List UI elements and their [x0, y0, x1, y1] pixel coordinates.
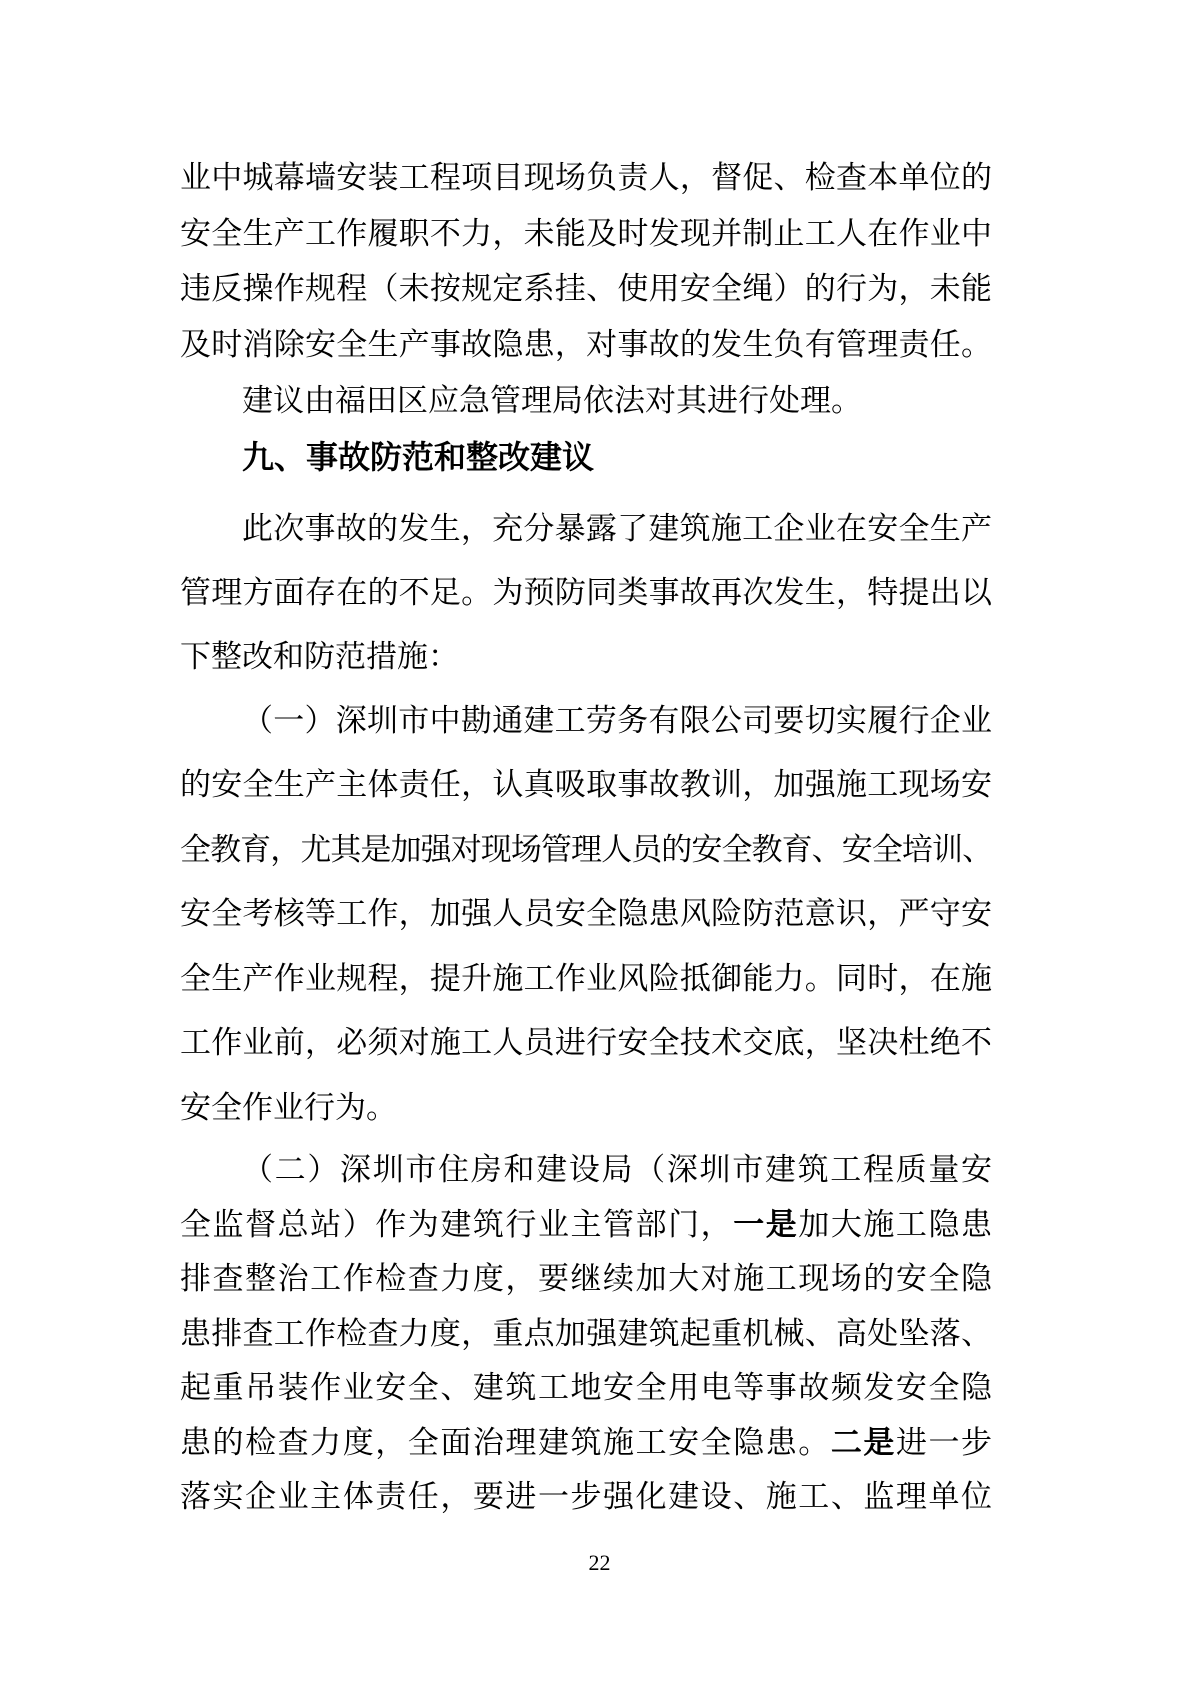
- text-segment: 全教育，尤其是加强对现场管理人员的安全教育、安全培训、: [180, 831, 992, 867]
- text-line: [180, 1416, 992, 1471]
- document-body: [180, 0, 992, 1525]
- text-segment: 九、事故防范和整改建议: [242, 437, 595, 476]
- text-line: [180, 625, 992, 689]
- text-segment: （一）深圳市中勘通建工劳务有限公司要切实履行企业: [242, 702, 992, 738]
- section-heading: [180, 429, 992, 485]
- text-segment: 违反操作规程（未按规定系挂、使用安全绳）的行为，未能: [180, 271, 992, 307]
- paragraph-responsibility: [180, 150, 992, 429]
- paragraph-measure-two: [180, 1143, 992, 1525]
- paragraph-measure-one: [180, 689, 992, 1141]
- text-line: [180, 1076, 992, 1141]
- text-line: [180, 1143, 992, 1198]
- text-segment: 及时消除安全生产事故隐患，对事故的发生负有管理责任。: [180, 327, 992, 363]
- text-segment: 起重吊装作业安全、建筑工地安全用电等事故频发安全隐: [180, 1370, 992, 1406]
- text-segment: 进一步: [895, 1424, 993, 1460]
- text-line: [180, 150, 992, 206]
- text-segment: 排查整治工作检查力度，要继续加大对施工现场的安全隐: [180, 1261, 992, 1297]
- text-segment: 下整改和防范措施：: [180, 638, 459, 674]
- text-line: [180, 317, 992, 373]
- text-line: [180, 1252, 992, 1307]
- text-segment: 建议由福田区应急管理局依法对其进行处理。: [242, 382, 862, 418]
- text-segment: （二）深圳市住房和建设局（深圳市建筑工程质量安: [242, 1152, 992, 1188]
- text-line: [180, 1198, 992, 1253]
- text-segment: 安全生产工作履职不力，未能及时发现并制止工人在作业中: [180, 215, 992, 251]
- text-line: [180, 1470, 992, 1525]
- text-segment: 此次事故的发生，充分暴露了建筑施工企业在安全生产: [242, 510, 992, 546]
- text-segment: 患排查工作检查力度，重点加强建筑起重机械、高处坠落、: [180, 1315, 992, 1351]
- text-line: [180, 753, 992, 818]
- text-segment: 落实企业主体责任，要进一步强化建设、施工、监理单位: [180, 1479, 992, 1515]
- text-line: [180, 1011, 992, 1076]
- text-line: [180, 206, 992, 262]
- section-heading-paragraph: [180, 429, 992, 485]
- text-segment: 业中城幕墙安装工程项目现场负责人，督促、检查本单位的: [180, 160, 992, 195]
- paragraph-intro: [180, 497, 992, 689]
- text-segment: 全生产作业规程，提升施工作业风险抵御能力。同时，在施: [180, 960, 992, 996]
- text-line: [180, 497, 992, 561]
- text-line: [180, 947, 992, 1012]
- text-segment: 安全作业行为。: [180, 1089, 397, 1125]
- text-segment: 管理方面存在的不足。为预防同类事故再次发生，特提出以: [180, 574, 992, 610]
- page-number: 22: [588, 1550, 611, 1575]
- text-line: [180, 561, 992, 625]
- text-line: [180, 1361, 992, 1416]
- text-line: [180, 373, 992, 429]
- text-line: [180, 818, 992, 883]
- text-segment: 患的检查力度，全面治理建筑施工安全隐患。: [180, 1424, 831, 1460]
- text-segment: 加大施工隐患: [798, 1206, 993, 1242]
- text-line: [180, 882, 992, 947]
- text-line: [180, 689, 992, 754]
- text-segment: 安全考核等工作，加强人员安全隐患风险防范意识，严守安: [180, 896, 992, 932]
- text-segment: 工作业前，必须对施工人员进行安全技术交底，坚决杜绝不: [180, 1025, 992, 1061]
- bold-text-segment: 二是: [830, 1424, 896, 1460]
- bold-text-segment: 一是: [733, 1206, 799, 1242]
- text-line: [180, 261, 992, 317]
- text-segment: 全监督总站）作为建筑行业主管部门，: [180, 1206, 734, 1242]
- text-line: [180, 1307, 992, 1362]
- text-segment: 的安全生产主体责任，认真吸取事故教训，加强施工现场安: [180, 767, 992, 803]
